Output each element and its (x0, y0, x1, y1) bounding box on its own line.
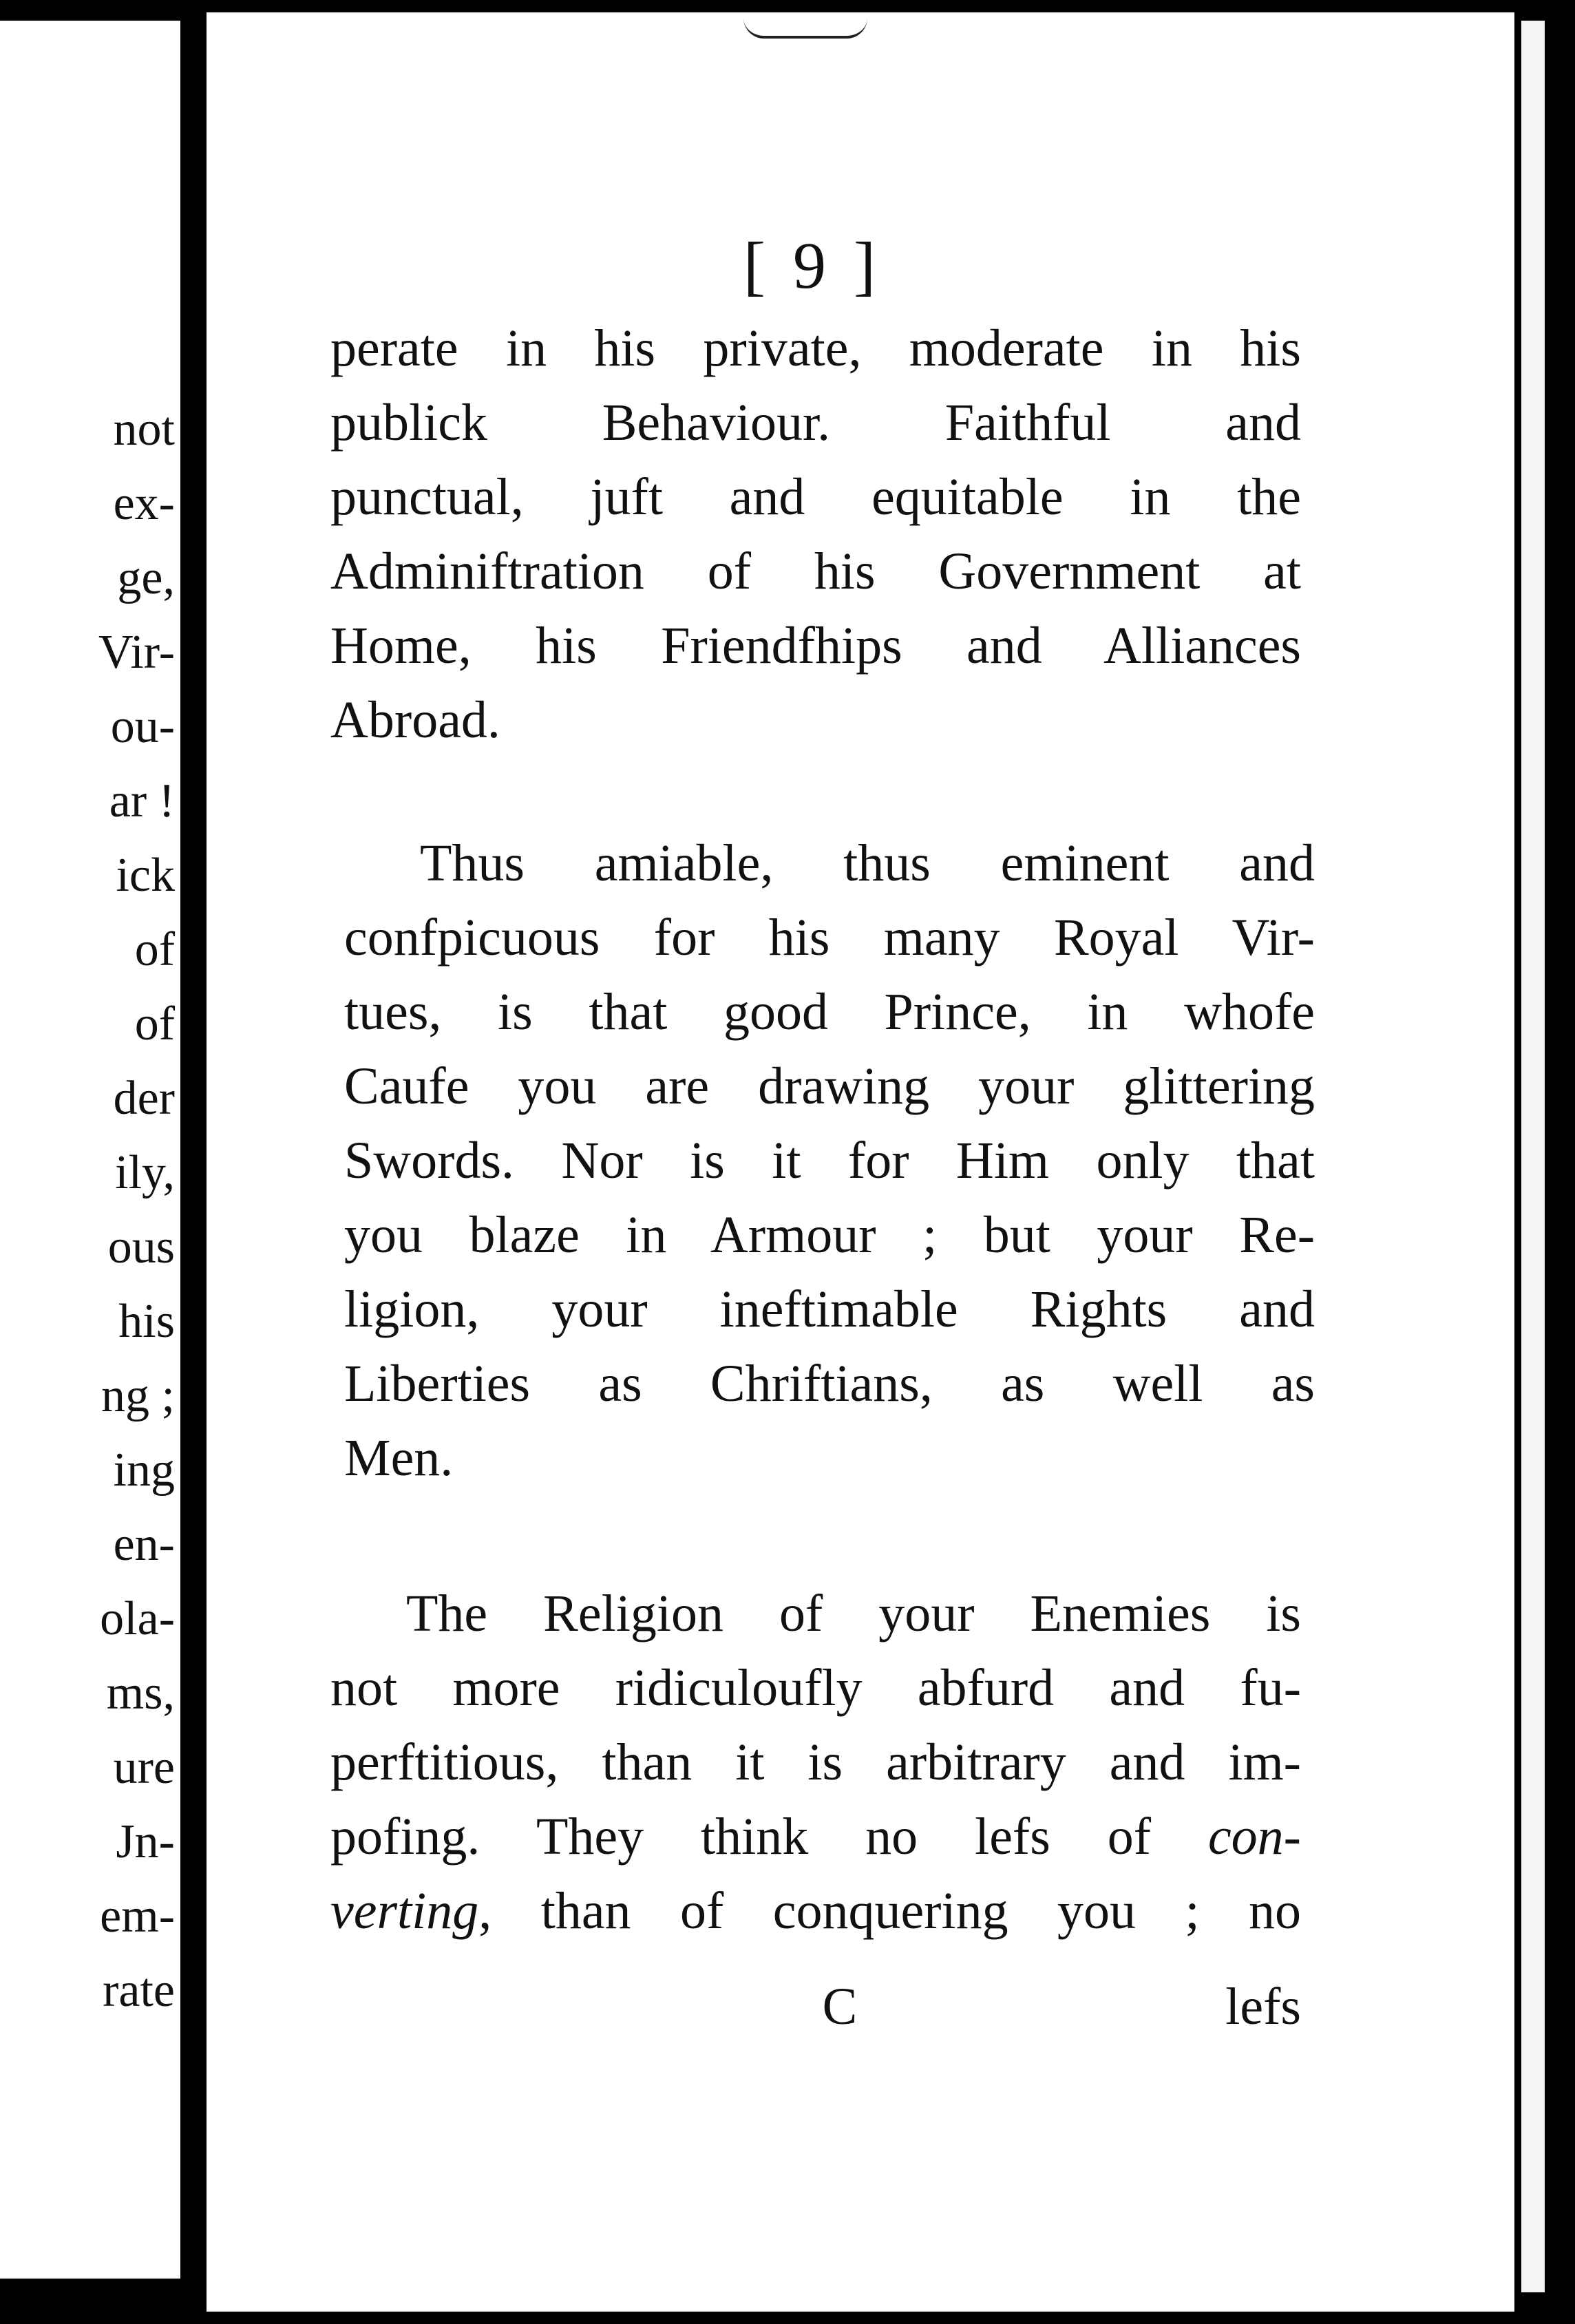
left-fragment: der (113, 1072, 175, 1125)
text-line: not more ridiculoufly abfurd and fu- (330, 1659, 1301, 1717)
text-line: perate in his private, moderate in his (330, 319, 1301, 377)
text-line: pofing. They think no lefs of con- (330, 1808, 1301, 1866)
torn-paper-tab (743, 8, 867, 39)
left-fragment: ola- (100, 1592, 175, 1645)
left-fragment: ing (113, 1444, 175, 1497)
left-fragment: not (113, 403, 175, 456)
text-line: tues, is that good Prince, in whofe (344, 983, 1315, 1041)
text-line: verting, than of conquering you ; no (330, 1882, 1301, 1940)
paragraph-3 (330, 1576, 1301, 1948)
text-line: ligion, your ineftimable Rights and (344, 1280, 1315, 1338)
left-fragment: em- (100, 1890, 175, 1943)
paragraph-2 (344, 826, 1315, 1495)
catchword: lefs (1225, 1978, 1301, 2036)
left-fragment: of (134, 923, 175, 976)
text-line: Swords. Nor is it for Him only that (344, 1132, 1315, 1190)
text-line: publick Behaviour. Faithful and (330, 394, 1301, 452)
italic-word: con- (1207, 1808, 1301, 1866)
text-line: Abroad. (330, 691, 500, 749)
left-fragment: ick (116, 849, 175, 902)
text-line: Men. (344, 1429, 454, 1487)
left-fragment: ar ! (109, 774, 175, 827)
text-line: perftitious, than it is arbitrary and im- (330, 1733, 1301, 1791)
book-gutter (180, 0, 208, 2324)
left-fragment: rate (103, 1964, 175, 2017)
left-fragment: ex- (113, 477, 175, 530)
page-footer (330, 1969, 1301, 2045)
left-fragment: Vir- (98, 626, 175, 679)
left-fragment: ous (107, 1221, 175, 1274)
left-fragment: his (118, 1295, 175, 1348)
signature-mark: C (822, 1978, 858, 2036)
left-fragment: ge, (117, 551, 175, 604)
text-line: you blaze in Armour ; but your Re- (344, 1206, 1315, 1264)
paragraph-1 (330, 311, 1301, 757)
text-line: Caufe you are drawing your glittering (344, 1057, 1315, 1115)
text-line: Home, his Friendfhips and Alliances (330, 617, 1301, 675)
text-line: The Religion of your Enemies is (406, 1585, 1301, 1642)
left-fragment: ure (113, 1741, 175, 1794)
left-page (0, 21, 180, 2279)
left-page-text-fragments (0, 392, 180, 2028)
left-fragment: ily, (115, 1146, 175, 1199)
page-edge-strip (1521, 21, 1545, 2292)
text-line: punctual, juft and equitable in the (330, 468, 1301, 526)
text-line: confpicuous for his many Royal Vir- (344, 909, 1315, 966)
page-number: [ 9 ] (743, 229, 881, 302)
text-line: Liberties as Chriftians, as well as (344, 1355, 1315, 1413)
left-fragment: en- (113, 1518, 175, 1571)
left-fragment: of (134, 997, 175, 1050)
text-line: Adminiftration of his Government at (330, 542, 1301, 600)
left-fragment: ou- (110, 700, 175, 753)
text-line: Thus amiable, thus eminent and (420, 834, 1315, 892)
left-fragment: ms, (106, 1667, 175, 1720)
italic-word: verting (330, 1882, 479, 1940)
left-fragment: Jn- (116, 1815, 175, 1868)
left-fragment: ng ; (101, 1369, 175, 1422)
